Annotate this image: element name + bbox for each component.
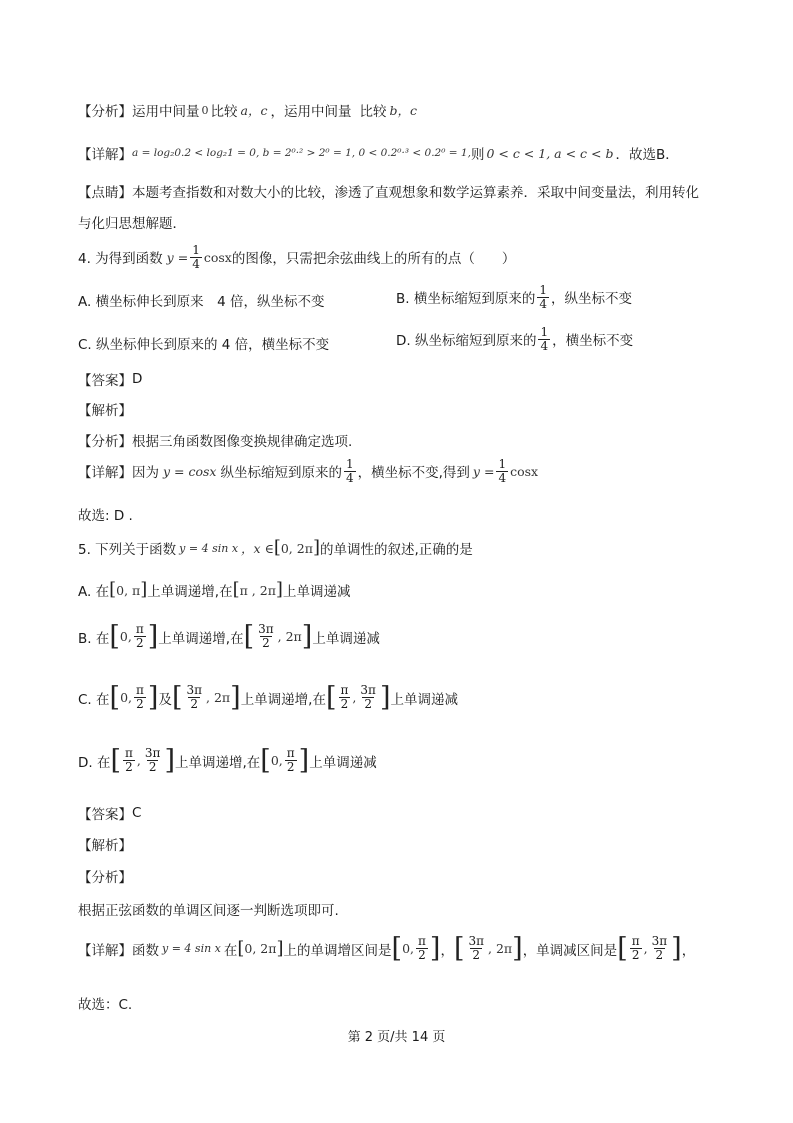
q4-answer: 【答案】 D bbox=[78, 371, 143, 389]
q3-comment-line1: 【点睛】 本题考查指数和对数大小的比较，渗透了直观想象和数学运算素养．采取中间变量法，利用转化 bbox=[78, 181, 699, 201]
fraction: $\frac{\pi}{2}$ bbox=[286, 746, 295, 774]
q4-option-c: C. 纵坐标伸长到原来的 4 倍，横坐标不变 bbox=[78, 337, 330, 353]
q5-option-c: C. 在 [ 0, $\frac{\pi}{2}$ ] 及 [ $\frac{3\pi}{2}$ , 2π ] 上单调递增,在 [ $\frac{\pi}{2}$ , $\frac{3\pi}{2}$ ] 上单调递减 bbox=[78, 682, 458, 713]
fraction: $\frac{\pi}{2}$ bbox=[418, 934, 426, 962]
q4-jiexi: 【解析】 bbox=[78, 403, 132, 419]
q4-stem: 4. 为得到函数 y = $\frac{1}{4}$ cosx 的图像，只需把余弦曲线上的所有的点（ ） bbox=[78, 243, 516, 271]
q3-detail-line: 【详解】 a = log₂0.2 < log₂1 = 0, b = 2⁰·² > 2⁰ = 1, 0 < 0.2⁰·³ < 0.2⁰ = 1, 则 0 < c < 1, a < c < b ．故选 B． bbox=[78, 143, 679, 163]
q5-jiexi: 【解析】 bbox=[78, 838, 132, 854]
fraction: $\frac{1}{4}$ bbox=[192, 243, 200, 271]
fraction: $\frac{3\pi}{2}$ bbox=[468, 934, 485, 962]
q5-option-b: B. 在 [ 0, $\frac{\pi}{2}$ ] 上单调递增,在 [ $\frac{3\pi}{2}$ , 2π ] 上单调递减 bbox=[78, 621, 380, 652]
q5-option-a: A. 在 [ 0, π ] 上单调递增,在 [ π , 2π ] 上单调递减 bbox=[78, 579, 351, 600]
q3-comment-line2: 与化归思想解题． bbox=[78, 216, 186, 232]
q5-analysis-tag: 【分析】 bbox=[78, 870, 132, 886]
analysis-tag: 【分析】 bbox=[78, 104, 132, 120]
fraction: $\frac{1}{4}$ bbox=[498, 457, 507, 485]
fraction: $\frac{\pi}{2}$ bbox=[136, 683, 144, 711]
q4-option-b: B. 横坐标缩短到原来的 $\frac{1}{4}$ ，纵坐标不变 bbox=[396, 283, 632, 311]
q4-option-d: D. 纵坐标缩短到原来的 $\frac{1}{4}$ ，横坐标不变 bbox=[396, 325, 634, 353]
fraction: $\frac{3\pi}{2}$ bbox=[144, 746, 161, 774]
q5-stem: 5. 下列关于函数 y = 4 sin x ，x ∈ [ 0, 2π ] 的单调性的叙述,正确的是 bbox=[78, 537, 473, 558]
page-footer: 第 2 页/共 14 页 bbox=[347, 1030, 446, 1045]
q4-final: 故选: D . bbox=[78, 508, 133, 524]
fraction: $\frac{1}{4}$ bbox=[345, 457, 354, 485]
q5-detail: 【详解】 函数 y = 4 sin x 在 [ 0, 2π ] 上的单调增区间是 [ 0, $\frac{\pi}{2}$ ] ， [ $\frac{3\pi}{2}$ , 2π ] ，单调减区间是 [ $\frac{\pi}{2}$ , $\frac{3\pi}{2}$ ] ， bbox=[78, 933, 696, 964]
fraction: $\frac{\pi}{2}$ bbox=[631, 934, 640, 962]
q4-option-a: A. 横坐标伸长到原来 4 倍，纵坐标不变 bbox=[78, 294, 325, 310]
q4-analysis: 【分析】 根据三角函数图像变换规律确定选项. bbox=[78, 434, 353, 450]
fraction: $\frac{1}{4}$ bbox=[539, 283, 547, 311]
fraction: $\frac{\pi}{2}$ bbox=[340, 683, 349, 711]
q5-answer: 【答案】 C bbox=[78, 805, 142, 823]
fraction: $\frac{\pi}{2}$ bbox=[125, 746, 133, 774]
fraction: $\frac{3\pi}{2}$ bbox=[258, 622, 274, 650]
fraction: $\frac{1}{4}$ bbox=[540, 325, 549, 353]
fraction: $\frac{3\pi}{2}$ bbox=[651, 934, 668, 962]
fraction: $\frac{3\pi}{2}$ bbox=[360, 683, 376, 711]
q5-final: 故选：C. bbox=[78, 997, 133, 1013]
fraction: $\frac{\pi}{2}$ bbox=[135, 622, 144, 650]
comment-tag: 【点睛】 bbox=[78, 185, 132, 201]
q3-analysis-line: 【分析】 运用中间量 0 比较 a，c ，运用中间量 比较 b，c bbox=[78, 100, 417, 120]
detail-tag: 【详解】 bbox=[78, 147, 132, 163]
q5-option-d: D. 在 [ $\frac{\pi}{2}$ , $\frac{3\pi}{2}$ ] 上单调递增,在 [ 0, $\frac{\pi}{2}$ ] 上单调递减 bbox=[78, 745, 377, 776]
q4-detail: 【详解】 因为 y = cosx 纵坐标缩短到原来的 $\frac{1}{4}$ ，横坐标不变,得到 y = $\frac{1}{4}$ cosx bbox=[78, 457, 539, 485]
q5-analysis: 根据正弦函数的单调区间逐一判断选项即可. bbox=[78, 903, 339, 919]
fraction: $\frac{3\pi}{2}$ bbox=[186, 683, 203, 711]
